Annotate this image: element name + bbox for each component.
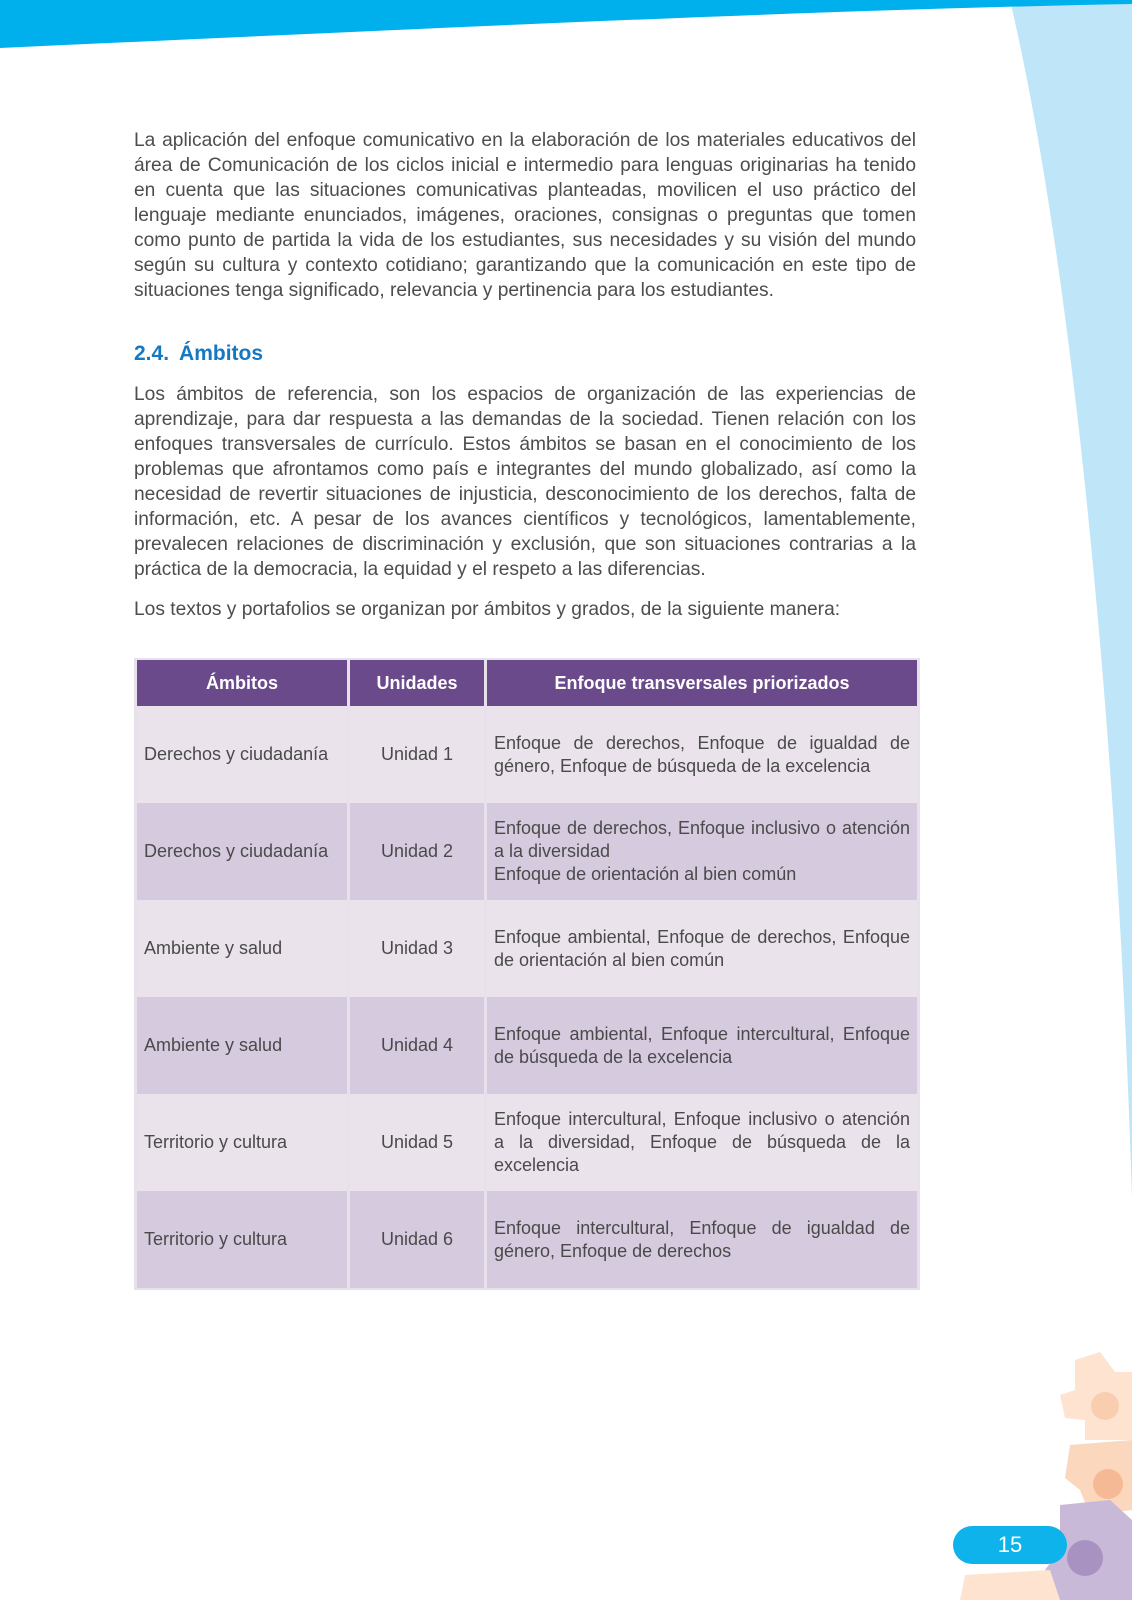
intro-paragraph: La aplicación del enfoque comunicativo en la elaboración de los materiales educativos del área de Comunicación de los ciclos inicial e intermedio para lenguas originarias ha tenido en cuenta que las situaciones comunicativas planteadas, movilicen el uso práctico del lenguaje mediante enunciados, imágenes, oraciones, consignas o preguntas que tomen como punto de partida la vida de los estudiantes, sus necesidades y su visión del mundo según su cultura y contexto cotidiano; garantizando que la comunicación en este tipo de situaciones tenga significado, relevancia y pertinencia para los estudiantes.	[134, 130, 916, 301]
ambitos-table	[134, 658, 920, 1290]
ambitos-paragraph: Los ámbitos de referencia, son los espacios de organización de las experiencias de aprendizaje, para dar respuesta a las demandas de la sociedad. Tienen relación con los enfoques transversales de currículo. Estos ámbitos se basan en el conocimiento de los problemas que afrontamos como país e integrantes del mundo globalizado, así como la necesidad de revertir situaciones de injusticia, desconocimiento de los derechos, falta de información, etc. A pesar de los avances científicos y tecnológicos, lamentablemente, prevalecen relaciones de discriminación y exclusión, que son situaciones contrarias a la práctica de la democracia, la equidad y el respeto a las diferencias.	[134, 384, 916, 580]
cell-unidad: Unidad 3	[349, 900, 486, 997]
cell-unidad: Unidad 2	[349, 803, 486, 900]
side-band	[1010, 0, 1132, 1200]
cell-enfoque	[486, 1191, 919, 1289]
header-enfoque: Enfoque transversales priorizados	[486, 659, 919, 706]
cell-ambito: Derechos y ciudadanía	[136, 706, 349, 803]
table-row	[136, 997, 919, 1094]
cell-enfoque	[486, 803, 919, 900]
table-row	[136, 803, 919, 900]
enfoque-line: Enfoque ambiental, Enfoque de derechos, Enfoque de orientación al bien común	[494, 926, 910, 970]
header-ambitos: Ámbitos	[136, 659, 349, 706]
cell-unidad: Unidad 1	[349, 706, 486, 803]
cell-ambito: Ambiente y salud	[136, 997, 349, 1094]
cell-unidad: Unidad 4	[349, 997, 486, 1094]
enfoque-line: Enfoque ambiental, Enfoque intercultural, Enfoque de búsqueda de la excelencia	[494, 1023, 910, 1067]
cell-ambito: Territorio y cultura	[136, 1191, 349, 1289]
table-header-row	[136, 659, 919, 706]
table-intro-paragraph: Los textos y portafolios se organizan por ámbitos y grados, de la siguiente manera:	[134, 599, 841, 620]
cell-ambito: Ambiente y salud	[136, 900, 349, 997]
table-body	[136, 706, 919, 1289]
enfoque-line: Enfoque intercultural, Enfoque de igualdad de género, Enfoque de derechos	[494, 1217, 910, 1261]
cell-unidad: Unidad 5	[349, 1094, 486, 1191]
cell-enfoque	[486, 706, 919, 803]
enfoque-line: Enfoque de orientación al bien común	[494, 864, 797, 884]
cell-ambito: Derechos y ciudadanía	[136, 803, 349, 900]
top-band	[0, 0, 1132, 48]
section-number: 2.4.	[134, 342, 170, 365]
table-row	[136, 706, 919, 803]
table-row	[136, 1191, 919, 1289]
enfoque-line: Enfoque de derechos, Enfoque de igualdad de género, Enfoque de búsqueda de la excelencia	[494, 732, 910, 776]
enfoque-line: Enfoque intercultural, Enfoque inclusivo o atención a la diversidad, Enfoque de búsqueda de la excelencia	[494, 1109, 910, 1175]
page-content	[134, 128, 916, 1290]
page-number: 15	[953, 1526, 1067, 1564]
cell-enfoque	[486, 900, 919, 997]
section-title: Ámbitos	[179, 342, 264, 365]
header-unidades: Unidades	[349, 659, 486, 706]
enfoque-line: Enfoque de derechos, Enfoque inclusivo o atención a la diversidad	[494, 818, 910, 861]
section-heading	[134, 341, 916, 367]
cell-enfoque	[486, 997, 919, 1094]
table-row	[136, 900, 919, 997]
table-row	[136, 1094, 919, 1191]
cell-ambito: Territorio y cultura	[136, 1094, 349, 1191]
cell-unidad: Unidad 6	[349, 1191, 486, 1289]
cell-enfoque	[486, 1094, 919, 1191]
